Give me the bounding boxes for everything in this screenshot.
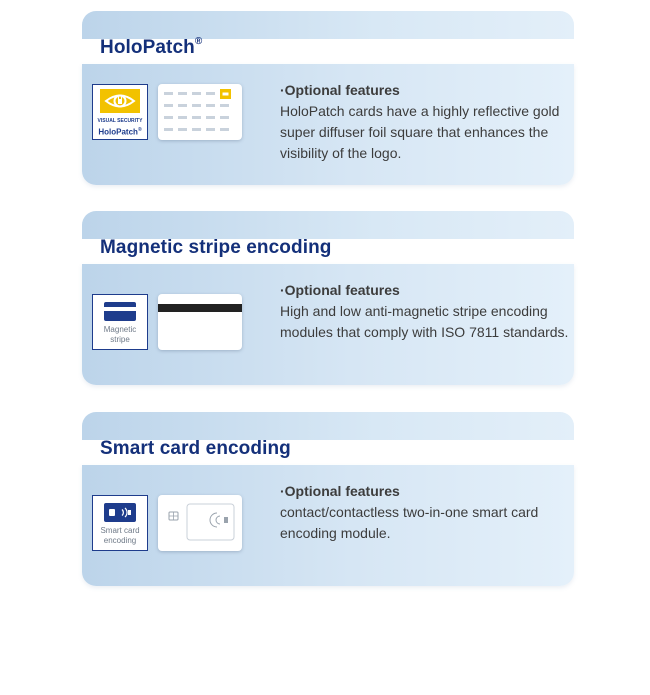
- section-title: Magnetic stripe encoding: [100, 237, 332, 258]
- magnetic-card-image: [158, 294, 242, 350]
- magnetic-stripe-section: [82, 211, 574, 385]
- magnetic-stripe-badge: [92, 294, 148, 350]
- feature-description: [280, 80, 570, 164]
- section-title: HoloPatch®: [100, 35, 203, 58]
- feature-heading: ·Optional features: [280, 82, 400, 98]
- holopatch-card-pattern: [158, 84, 242, 140]
- smart-card-icon: [93, 500, 147, 528]
- holopatch-section: [82, 11, 574, 185]
- magnetic-stripe: [158, 304, 242, 312]
- feature-heading: ·Optional features: [280, 282, 400, 298]
- badge-caption-line2: encoding: [103, 536, 137, 545]
- smart-card-image: [158, 495, 242, 551]
- badge-caption-line1: Magnetic: [103, 325, 137, 334]
- feature-text: contact/contactless two-in-one smart card encoding module.: [280, 504, 539, 541]
- feature-description: [280, 280, 570, 343]
- holopatch-eye-icon: [93, 87, 147, 117]
- section-body: [82, 64, 574, 185]
- badge-caption-small: VISUAL SECURITY: [97, 118, 143, 124]
- section-body: [82, 465, 574, 586]
- smart-card-badge: [92, 495, 148, 551]
- holopatch-badge: [92, 84, 148, 140]
- section-body: [82, 264, 574, 385]
- section-title: Smart card encoding: [100, 438, 291, 459]
- magnetic-card-icon: [93, 299, 147, 327]
- feature-text: High and low anti-magnetic stripe encoding modules that comply with ISO 7811 standards.: [280, 303, 569, 340]
- badge-caption-line1: Smart card: [100, 526, 140, 535]
- feature-description: [280, 481, 570, 544]
- feature-text: HoloPatch cards have a highly reflective gold super diffuser foil square that enhances the visibility of the logo.: [280, 103, 560, 161]
- holopatch-card-image: [158, 84, 242, 140]
- smart-card-chip-pattern: [158, 495, 242, 551]
- feature-heading: ·Optional features: [280, 483, 400, 499]
- badge-caption-brand: HoloPatch®: [98, 127, 142, 137]
- badge-caption-line2: stripe: [110, 335, 130, 344]
- smart-card-section: [82, 412, 574, 586]
